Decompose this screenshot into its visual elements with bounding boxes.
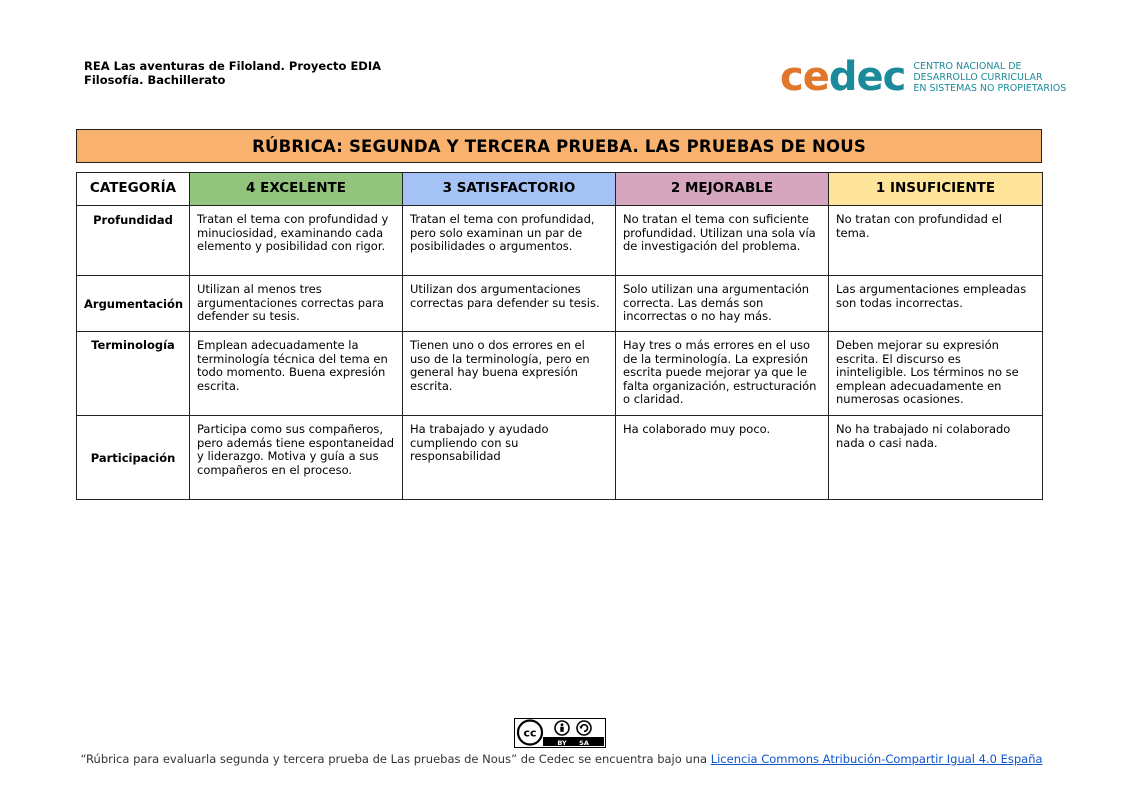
header-categoria: CATEGORÍA: [77, 173, 190, 206]
cedec-logo-word-part1: ce: [780, 54, 829, 100]
table-cell: Tienen uno o dos errores en el uso de la terminología, pero en general hay buena expresión escrita.: [403, 332, 616, 416]
header-mejorable: 2 MEJORABLE: [616, 173, 829, 206]
license-link[interactable]: Licencia Commons Atribución-Compartir Igual 4.0 España: [710, 752, 1043, 766]
cc-by-sa-badge: [514, 718, 606, 748]
table-row: [77, 416, 1043, 500]
header-project-title: REA Las aventuras de Filoland. Proyecto EDIA: [84, 59, 382, 73]
by-badge-text: BY: [557, 738, 567, 746]
cedec-logo: [780, 54, 1067, 100]
table-row: [77, 206, 1043, 276]
row-label-participacion: Participación: [77, 416, 190, 500]
table-row: [77, 276, 1043, 332]
header-excelente: 4 EXCELENTE: [190, 173, 403, 206]
table-cell: Tratan el tema con profundidad, pero solo examinan un par de posibilidades o argumentos.: [403, 206, 616, 276]
table-cell: No tratan el tema con suficiente profundidad. Utilizan una sola vía de investigación del problema.: [616, 206, 829, 276]
cc-by-sa-icon: [515, 719, 604, 746]
table-cell: Utilizan al menos tres argumentaciones correctas para defender su tesis.: [190, 276, 403, 332]
table-cell: Tratan el tema con profundidad y minuciosidad, examinando cada elemento y posibilidad con rigor.: [190, 206, 403, 276]
row-label-profundidad: Profundidad: [77, 206, 190, 276]
cedec-logo-word: [780, 54, 906, 100]
table-cell: Emplean adecuadamente la terminología técnica del tema en todo momento. Buena expresión escrita.: [190, 332, 403, 416]
license-text: “Rúbrica para evaluarla segunda y tercera prueba de Las pruebas de Nous” de Cedec se encuentra bajo una: [80, 752, 711, 766]
cedec-logo-subtitle: [913, 61, 1066, 94]
table-cell: Utilizan dos argumentaciones correctas para defender su tesis.: [403, 276, 616, 332]
cedec-logo-word-part2: dec: [828, 54, 906, 100]
cedec-logo-sub-line3: EN SISTEMAS NO PROPIETARIOS: [913, 82, 1067, 94]
table-cell: Deben mejorar su expresión escrita. El discurso es ininteligible. Los términos no se emplean adecuadamente en numerosas ocasiones.: [829, 332, 1043, 416]
cc-badge-text: cc: [523, 726, 537, 740]
sa-badge-text: SA: [579, 738, 589, 746]
table-cell: Las argumentaciones empleadas son todas incorrectas.: [829, 276, 1043, 332]
table-cell: Hay tres o más errores en el uso de la terminología. La expresión escrita puede mejorar ya que le falta organización, estructuración o claridad.: [616, 332, 829, 416]
rubric-title: RÚBRICA: SEGUNDA Y TERCERA PRUEBA. LAS PRUEBAS DE NOUS: [76, 129, 1042, 163]
rubric-table: [76, 172, 1043, 500]
row-label-argumentacion: Argumentación: [77, 276, 190, 332]
table-cell: No ha trabajado ni colaborado nada o casi nada.: [829, 416, 1043, 500]
cedec-logo-sub-line1: CENTRO NACIONAL DE: [913, 60, 1022, 72]
rubric-header-row: [77, 173, 1043, 206]
table-row: [77, 332, 1043, 416]
table-cell: Ha colaborado muy poco.: [616, 416, 829, 500]
license-notice: [0, 752, 1123, 766]
document-header: [84, 59, 381, 87]
row-label-terminologia: Terminología: [77, 332, 190, 416]
table-cell: Ha trabajado y ayudado cumpliendo con su responsabilidad: [403, 416, 616, 500]
table-cell: No tratan con profundidad el tema.: [829, 206, 1043, 276]
table-cell: Participa como sus compañeros, pero además tiene espontaneidad y liderazgo. Motiva y guía a sus compañeros en el proceso.: [190, 416, 403, 500]
header-subject: Filosofía. Bachillerato: [84, 73, 226, 87]
table-cell: Solo utilizan una argumentación correcta. Las demás son incorrectas o no hay más.: [616, 276, 829, 332]
header-insuficiente: 1 INSUFICIENTE: [829, 173, 1043, 206]
header-satisfactorio: 3 SATISFACTORIO: [403, 173, 616, 206]
cedec-logo-sub-line2: DESARROLLO CURRICULAR: [913, 71, 1043, 83]
